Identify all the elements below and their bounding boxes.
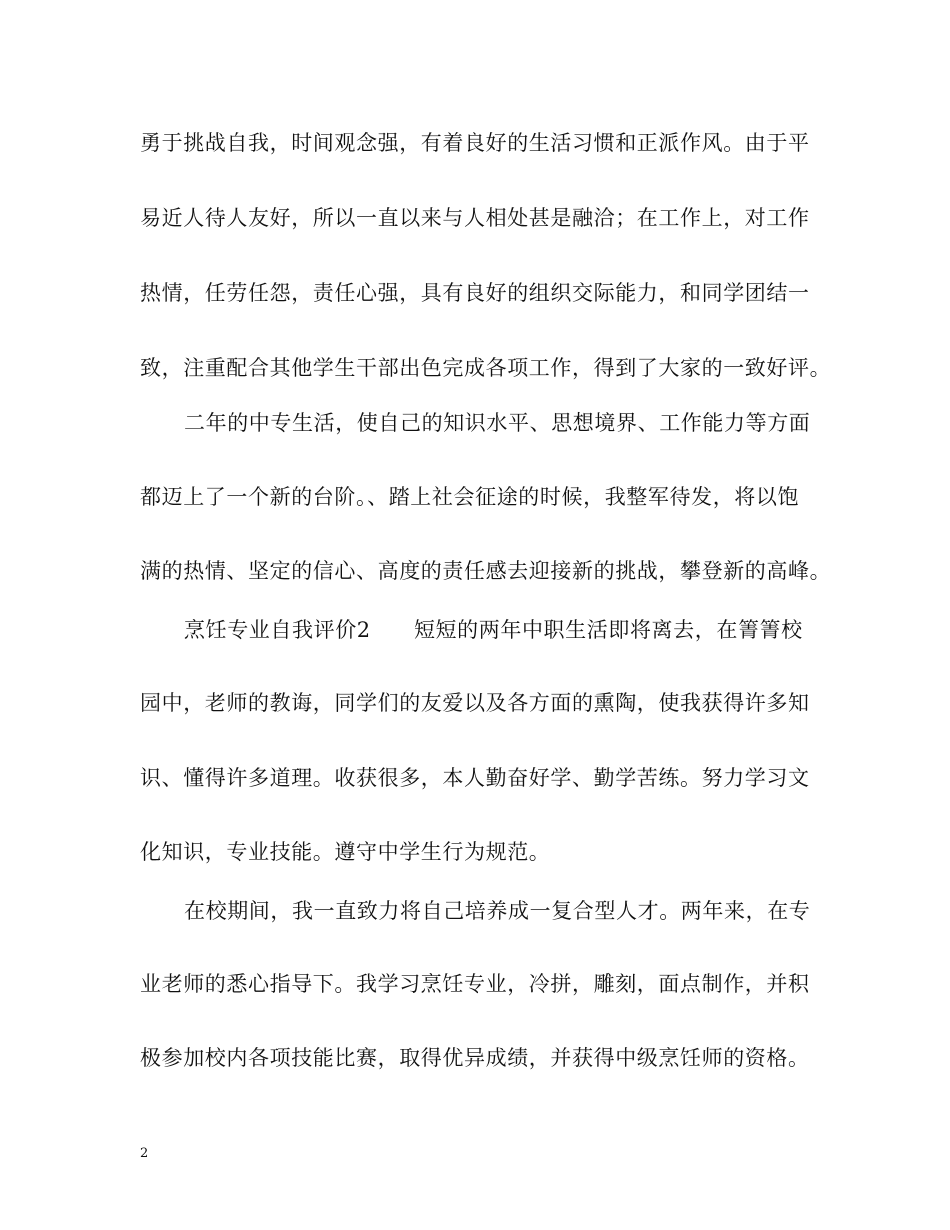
text-line: 热情，任劳任怨，责任心强，具有良好的组织交际能力，和同学团结一 (140, 281, 810, 305)
text-line: 业老师的悉心指导下。我学习烹饪专业，冷拼，雕刻，面点制作，并积 (140, 972, 810, 996)
text-line: 极参加校内各项技能比赛，取得优异成绩，并获得中级烹饪师的资格。 (140, 1046, 810, 1070)
paragraph-first-line: 二年的中专生活，使自己的知识水平、思想境界、工作能力等方面 (184, 411, 811, 435)
text-line: 勇于挑战自我，时间观念强，有着良好的生活习惯和正派作风。由于平 (140, 131, 810, 155)
text-line: 都迈上了一个新的台阶。、踏上社会征途的时候，我整军待发，将以饱 (140, 485, 800, 509)
text-line: 识、懂得许多道理。收获很多，本人勤奋好学、勤学苦练。努力学习文 (140, 766, 810, 790)
text-line: 满的热情、坚定的信心、高度的责任感去迎接新的挑战，攀登新的高峰。 (140, 559, 832, 583)
section-heading-line: 烹饪专业自我评价2 短短的两年中职生活即将离去，在箐箐校 (184, 618, 803, 642)
page-number: 2 (140, 1146, 149, 1161)
text-line: 致，注重配合其他学生干部出色完成各项工作，得到了大家的一致好评。 (140, 356, 832, 380)
paragraph-first-line: 在校期间，我一直致力将自己培养成一复合型人才。两年来，在专 (184, 899, 811, 923)
text-line: 易近人待人友好，所以一直以来与人相处甚是融洽；在工作上，对工作 (140, 206, 810, 230)
text-line: 园中，老师的教诲，同学们的友爱以及各方面的熏陶，使我获得许多知 (140, 691, 810, 715)
text-line: 化知识，专业技能。遵守中学生行为规范。 (140, 840, 551, 864)
